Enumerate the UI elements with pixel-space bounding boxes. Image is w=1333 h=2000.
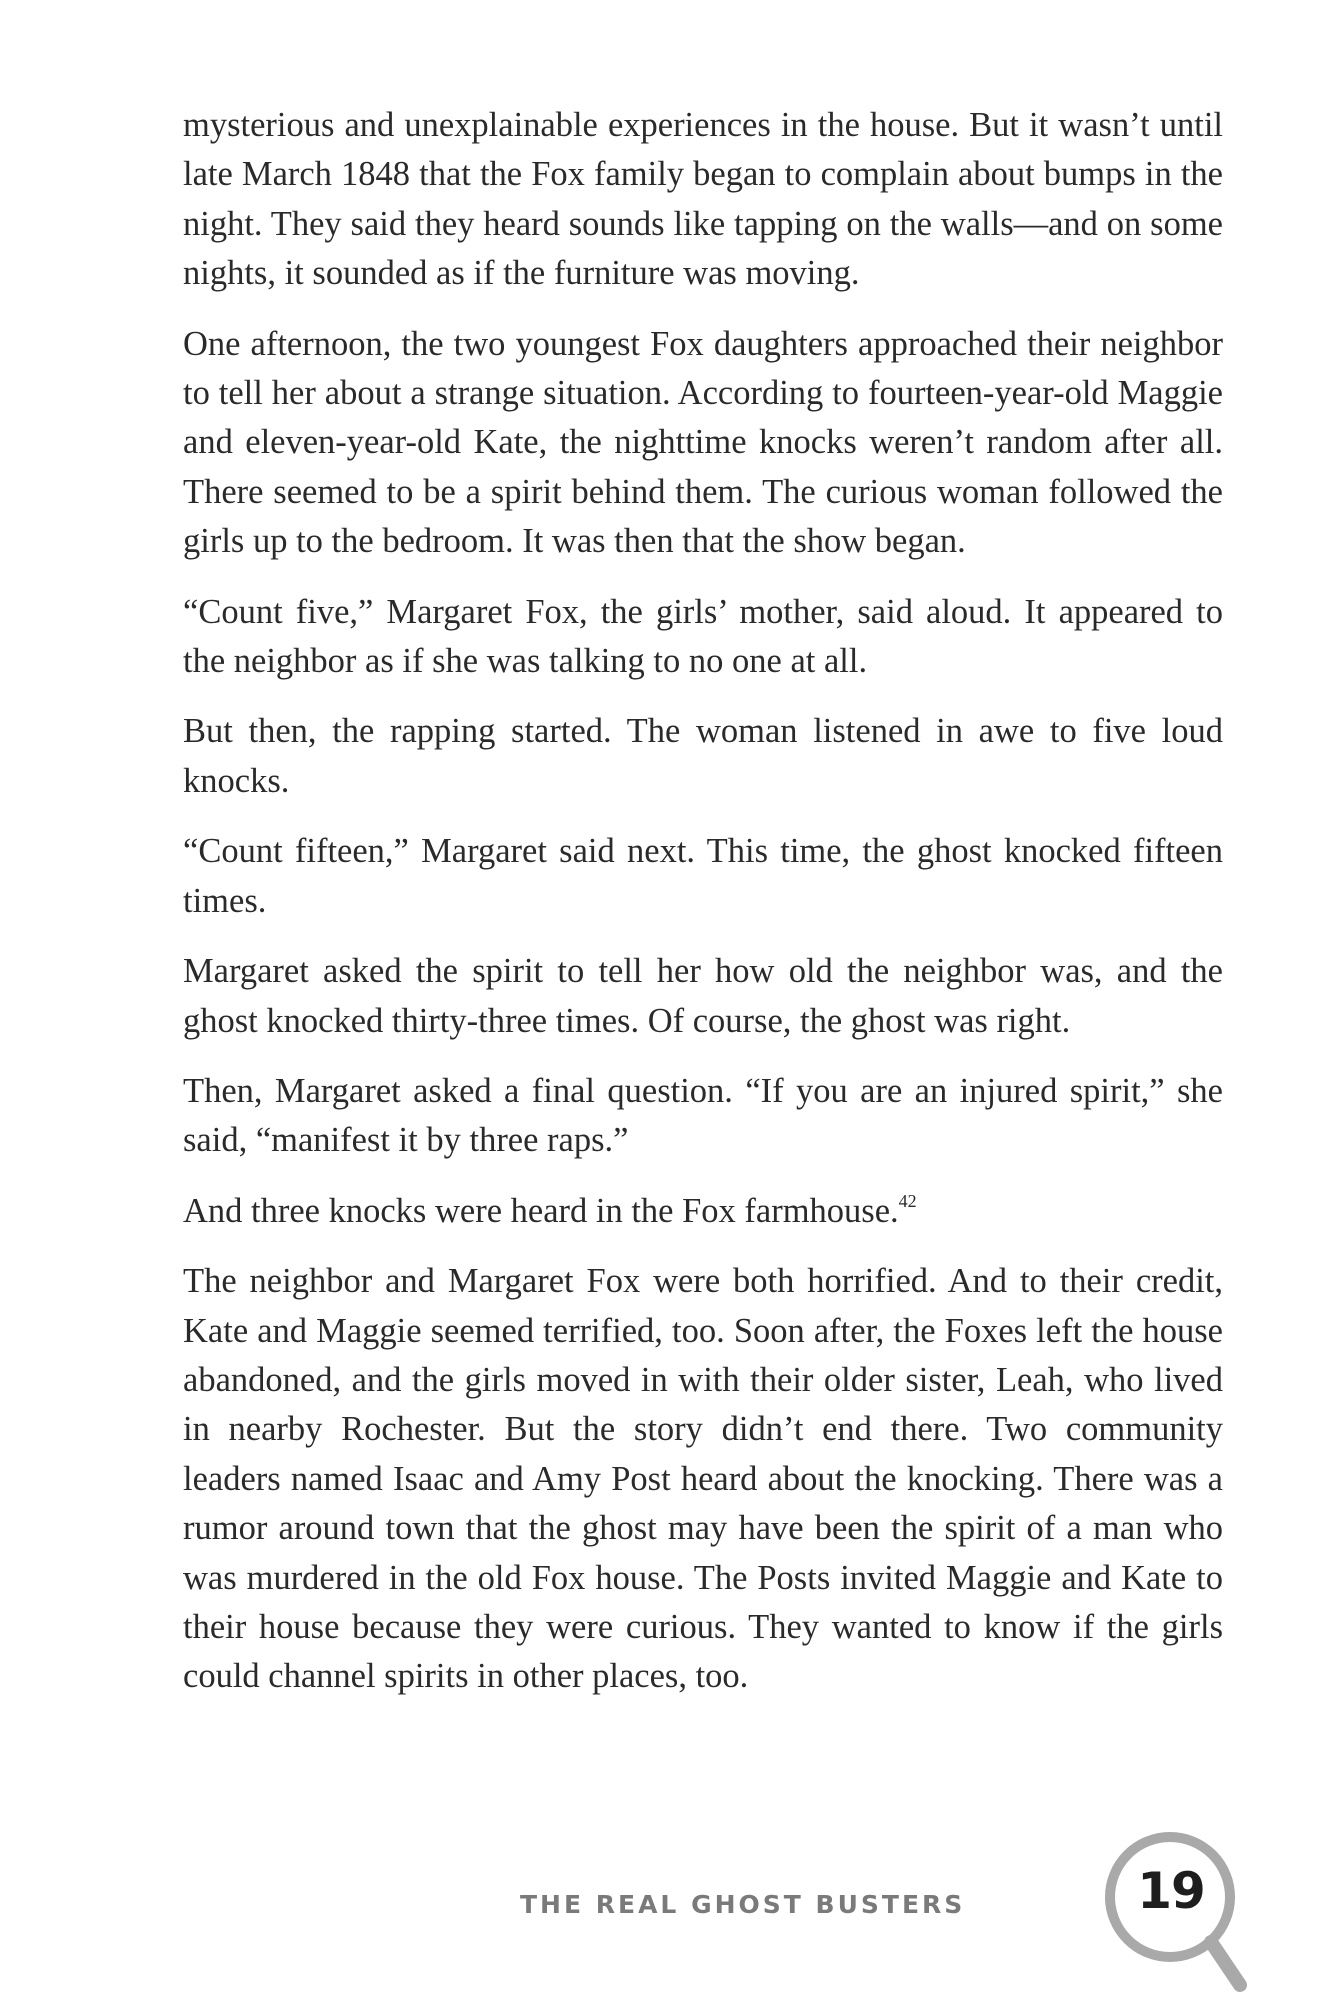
paragraph: “Count five,” Margaret Fox, the girls’ mother, said aloud. It appeared to the neighbor as if she was talking to no one at all. (183, 592, 1223, 681)
running-footer-title: THE REAL GHOST BUSTERS (520, 1890, 966, 1919)
magnifying-glass-handle (1211, 1942, 1240, 1985)
paragraph: One afternoon, the two youngest Fox daughters approached their neighbor to tell her about a strange situation. According to fourteen-year-old Maggie and eleven-year-old Kate, the nighttime knocks weren’t random after all. There seemed to be a spirit behind them. The curious woman followed the girls up to the bedroom. It was then that the show began. (183, 324, 1223, 561)
body-text (183, 101, 1223, 1723)
page-number: 19 (1137, 1862, 1205, 1920)
paragraph: Then, Margaret asked a final question. “If you are an injured spirit,” she said, “manifest it by three raps.” (183, 1071, 1223, 1160)
footnote-paragraph-text: And three knocks were heard in the Fox farmhouse. (183, 1191, 899, 1230)
paragraph: Margaret asked the spirit to tell her how old the neighbor was, and the ghost knocked thirty-three times. Of course, the ghost was right. (183, 952, 1223, 1040)
footnote-paragraph (183, 1187, 1223, 1236)
paragraph: The neighbor and Margaret Fox were both horrified. And to their credit, Kate and Maggie seemed terrified, too. Soon after, the Foxes left the house abandoned, and the girls moved in with their older sister, Leah, who lived in nearby Rochester. But the story didn’t end there. Two community leaders named Isaac and Amy Post heard about the knocking. There was a rumor around town that the ghost may have been the spirit of a man who was murdered in the old Fox house. The Posts invited Maggie and Kate to their house because they were curious. They wanted to know if the girls could channel spirits in other places, too. (183, 1262, 1223, 1696)
paragraph: mysterious and unexplainable experiences in the house. But it wasn’t until late March 1848 that the Fox family began to complain about bumps in the night. They said they heard sounds like tapping on the walls—and on some nights, it sounded as if the furniture was moving. (183, 106, 1223, 293)
paragraph: “Count fifteen,” Margaret said next. This time, the ghost knocked fifteen times. (183, 832, 1223, 920)
footnote-reference: 42 (898, 1191, 917, 1212)
paragraph: But then, the rapping started. The woman listened in awe to five loud knocks. (183, 712, 1223, 800)
